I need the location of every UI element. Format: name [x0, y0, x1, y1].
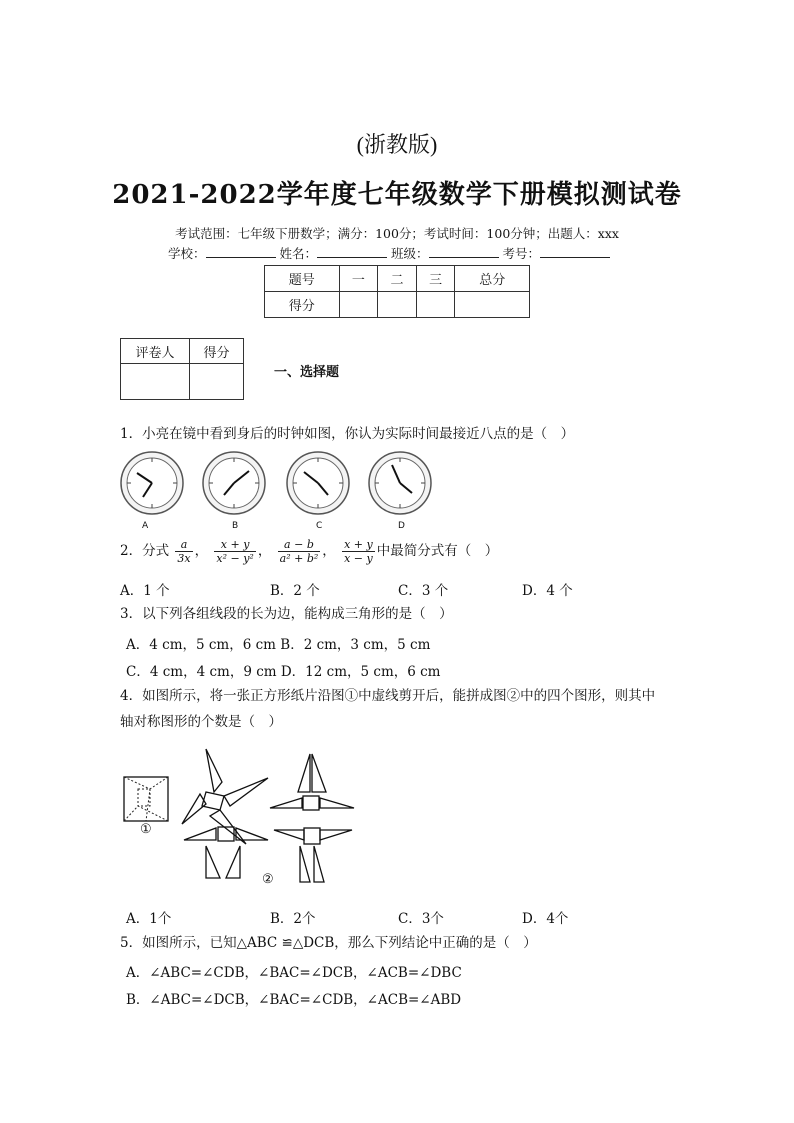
fraction-3-num: a − b	[278, 538, 321, 552]
q2-prefix: 2．分式	[120, 543, 170, 559]
fraction-2-num: x + y	[214, 538, 255, 552]
clock-d	[369, 452, 431, 514]
grader-score-label: 得分	[190, 339, 244, 364]
q2-suffix: 中最简分式有（ ）	[376, 543, 499, 559]
figure-1-label: ①	[140, 822, 152, 837]
q2-option-b[interactable]: B．2 个	[270, 583, 320, 599]
fraction-1	[175, 538, 192, 565]
figure-bottom-left	[184, 827, 268, 878]
section-title: 一、选择题	[274, 365, 340, 380]
fraction-1-den: 3x	[177, 552, 191, 565]
fraction-1-num: a	[175, 538, 192, 552]
question-3-stem: 3．以下列各组线段的长为边，能构成三角形的是（ ）	[120, 606, 453, 622]
question-4-stem: 4．如图所示，将一张正方形纸片沿图①中虚线剪开后，能拼成图②中的四个图形，则其中	[120, 688, 656, 704]
class-label: 班级：	[391, 246, 429, 261]
q2-option-c[interactable]: C．3 个	[398, 583, 449, 599]
clock-label-d: D	[398, 521, 405, 531]
q2-option-a[interactable]: A．1 个	[120, 583, 170, 599]
arrow-shape-top	[270, 754, 354, 810]
clock-label-c: C	[316, 521, 323, 531]
pinwheel-shape	[182, 749, 268, 844]
exam-info: 考试范围：七年级下册数学；满分：100分；考试时间：100分钟；出题人：xxx	[175, 226, 619, 241]
edition-label: (浙教版)	[356, 132, 438, 157]
number-blank[interactable]	[540, 245, 610, 258]
score-cell-header: 一	[339, 266, 378, 292]
clock-figures	[118, 450, 438, 536]
question-4-stem-cont: 轴对称图形的个数是（ ）	[120, 714, 282, 730]
grader-label: 评卷人	[121, 339, 190, 364]
question-4-figure	[120, 744, 370, 892]
score-cell-header: 二	[378, 266, 417, 292]
q4-option-a[interactable]: A．1个	[126, 911, 172, 927]
class-blank[interactable]	[429, 245, 499, 258]
clock-label-a: A	[142, 521, 149, 531]
score-table	[264, 265, 530, 318]
fraction-4-den: x − y	[344, 552, 373, 565]
score-cell[interactable]	[455, 292, 530, 318]
question-2-stem	[120, 536, 498, 566]
number-label: 考号：	[502, 246, 541, 261]
question-1-stem: 1．小亮在镜中看到身后的时钟如图，你认为实际时间最接近八点的是（ ）	[120, 426, 575, 442]
clock-c	[287, 452, 349, 514]
question-5-stem: 5．如图所示，已知△ABC ≌△DCB，那么下列结论中正确的是（ ）	[120, 935, 537, 951]
q2-option-d[interactable]: D．4 个	[522, 583, 573, 599]
q5-option-a[interactable]: A．∠ABC=∠CDB，∠BAC=∠DCB，∠ACB=∠DBC	[126, 965, 462, 981]
score-cell-header: 题号	[265, 266, 340, 292]
cut-square-figures	[120, 744, 370, 892]
q4-option-c[interactable]: C．3个	[398, 911, 444, 927]
grader-score-cell[interactable]	[190, 364, 244, 400]
clock-a	[121, 452, 183, 514]
q3-options-cd[interactable]: C．4 cm，4 cm，9 cm D．12 cm，5 cm，6 cm	[126, 664, 441, 680]
school-label: 学校：	[168, 246, 206, 261]
clock-b	[203, 452, 265, 514]
q2-sep: ，	[257, 543, 272, 559]
name-blank[interactable]	[317, 245, 387, 258]
q2-sep: ，	[322, 543, 336, 559]
school-blank[interactable]	[206, 245, 276, 258]
fraction-3-den: a² + b²	[279, 552, 319, 565]
q4-option-d[interactable]: D．4个	[522, 911, 569, 927]
q3-options-ab[interactable]: A．4 cm，5 cm，6 cm B．2 cm，3 cm，5 cm	[126, 637, 431, 653]
score-cell[interactable]	[416, 292, 455, 318]
question-1-figure	[118, 450, 438, 536]
page-title: 2021-2022学年度七年级数学下册模拟测试卷	[112, 180, 682, 210]
figure-bottom-right	[274, 828, 352, 882]
q5-option-b[interactable]: B．∠ABC=∠DCB，∠BAC=∠CDB，∠ACB=∠ABD	[126, 992, 462, 1008]
fraction-2-den: x² − y²	[216, 552, 254, 565]
score-cell[interactable]	[378, 292, 417, 318]
score-cell[interactable]	[339, 292, 378, 318]
q4-option-b[interactable]: B．2个	[270, 911, 316, 927]
score-cell-header: 三	[416, 266, 455, 292]
grader-table	[120, 338, 244, 400]
clock-label-b: B	[232, 521, 239, 531]
grader-cell[interactable]	[121, 364, 190, 400]
student-fields	[168, 244, 610, 262]
fraction-3	[278, 538, 321, 565]
figure-1-square	[124, 777, 168, 821]
q2-sep: ，	[194, 543, 209, 559]
fraction-2	[214, 538, 255, 565]
score-cell-header: 总分	[455, 266, 530, 292]
fraction-4	[342, 538, 375, 565]
figure-2-label: ②	[262, 872, 274, 887]
name-label: 姓名：	[279, 246, 318, 261]
fraction-4-num: x + y	[344, 538, 373, 551]
score-row-label: 得分	[265, 292, 340, 318]
